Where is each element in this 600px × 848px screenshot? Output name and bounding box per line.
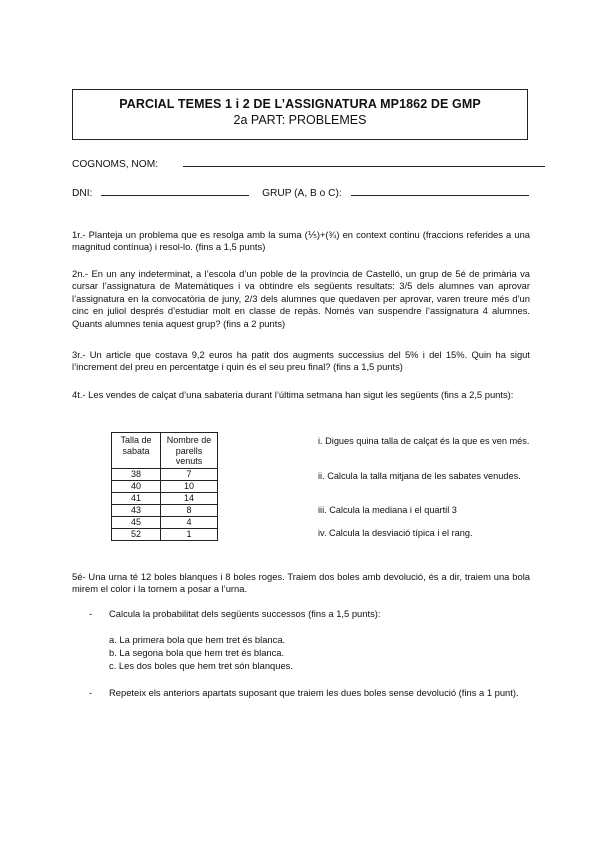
table-row [112, 468, 218, 480]
table-cell-pairs: 10 [161, 480, 218, 492]
table-cell-pairs: 8 [161, 504, 218, 516]
table-cell-pairs: 4 [161, 516, 218, 528]
problem-1: 1r.- Planteja un problema que es resolga amb la suma (⅕)+(¾) en context continu (fraccions referides a una magnitud contínua) i resol-lo. (fins a 1,5 punts) [72, 229, 530, 253]
problem-2: 2n.- En un any indeterminat, a l’escola d’un poble de la província de Castelló, un grup de 5é de primària va cursar l’assignatura de Matemàtiques i va obtindre els següents resultats: 3/5 dels alumnes van aprovar l’assignatura en la convocatòria de juny, 2/3 dels alumnes que quedaven per aprovar, varen treure més d’un cinc en juliol després d’estudiar molt en classe de repàs. Només van suspendre l’assignatura 4 alumnes. Quants alumnes tenia aquest grup? (fins a 2 punts) [72, 268, 530, 329]
table-cell-size: 43 [112, 504, 161, 516]
table-cell-size: 41 [112, 492, 161, 504]
exam-subtitle: 2a PART: PROBLEMES [233, 113, 367, 127]
table-cell-size: 52 [112, 528, 161, 540]
table-header-size: Talla de sabata [112, 433, 161, 469]
table-row [112, 480, 218, 492]
dni-label: DNI: [72, 188, 93, 199]
grup-input-line[interactable] [351, 186, 529, 196]
problem-5: 5é- Una urna té 12 boles blanques i 8 boles roges. Traiem dos boles amb devolució, és a dir, traiem una bola mirem el color i la tornem a posar a l’urna. [72, 571, 530, 595]
table-header-row [112, 433, 218, 469]
table-cell-size: 38 [112, 468, 161, 480]
table-row [112, 528, 218, 540]
problem-5-sub-a: a. La primera bola que hem tret és blanca. [109, 634, 286, 645]
problem-3: 3r.- Un article que costava 9,2 euros ha patit dos augments successius del 5% i del 15%. Quin ha sigut l’increment del preu en percentatge i quin és el seu preu final? (fins a 1,5 punts) [72, 349, 530, 373]
problem-5-sub-c: c. Les dos boles que hem tret són blanques. [109, 660, 293, 671]
problem-5-sub-b: b. La segona bola que hem tret és blanca. [109, 647, 285, 658]
table-cell-size: 45 [112, 516, 161, 528]
table-row [112, 492, 218, 504]
question-4-ii: ii. Calcula la talla mitjana de les sabates venudes. [318, 471, 521, 481]
table-header-pairs: Nombre de parells venuts [161, 433, 218, 469]
table-cell-pairs: 14 [161, 492, 218, 504]
question-4-i: i. Digues quina talla de calçat és la que es ven més. [318, 436, 530, 446]
table-cell-pairs: 1 [161, 528, 218, 540]
question-4-iii: iii. Calcula la mediana i el quartil 3 [318, 505, 457, 515]
table-row [112, 504, 218, 516]
dni-input-line[interactable] [101, 186, 249, 196]
exam-title: PARCIAL TEMES 1 i 2 DE L’ASSIGNATURA MP1862 DE GMP [119, 97, 481, 111]
table-row [112, 516, 218, 528]
id-field-row [72, 186, 529, 199]
name-field-row [72, 157, 545, 170]
question-4-iv: iv. Calcula la desviació típica i el rang. [318, 528, 473, 538]
bullet-dash: - [89, 687, 93, 698]
name-input-line[interactable] [183, 157, 545, 167]
bullet-dash: - [89, 608, 93, 619]
shoe-sales-table [111, 432, 218, 541]
table-cell-pairs: 7 [161, 468, 218, 480]
table-cell-size: 40 [112, 480, 161, 492]
problem-4: 4t.- Les vendes de calçat d’una sabateria durant l’última setmana han sigut les següents (fins a 2,5 punts): [72, 389, 514, 400]
exam-header [72, 89, 528, 140]
cognoms-label: COGNOMS, NOM: [72, 159, 159, 170]
problem-5-part-1: Calcula la probabilitat dels següents successos (fins a 1,5 punts): [109, 608, 381, 619]
problem-5-part-2: Repeteix els anteriors apartats suposant que traiem les dues boles sense devolució (fins a 1 punt). [109, 687, 519, 698]
grup-label: GRUP (A, B o C): [262, 188, 342, 199]
